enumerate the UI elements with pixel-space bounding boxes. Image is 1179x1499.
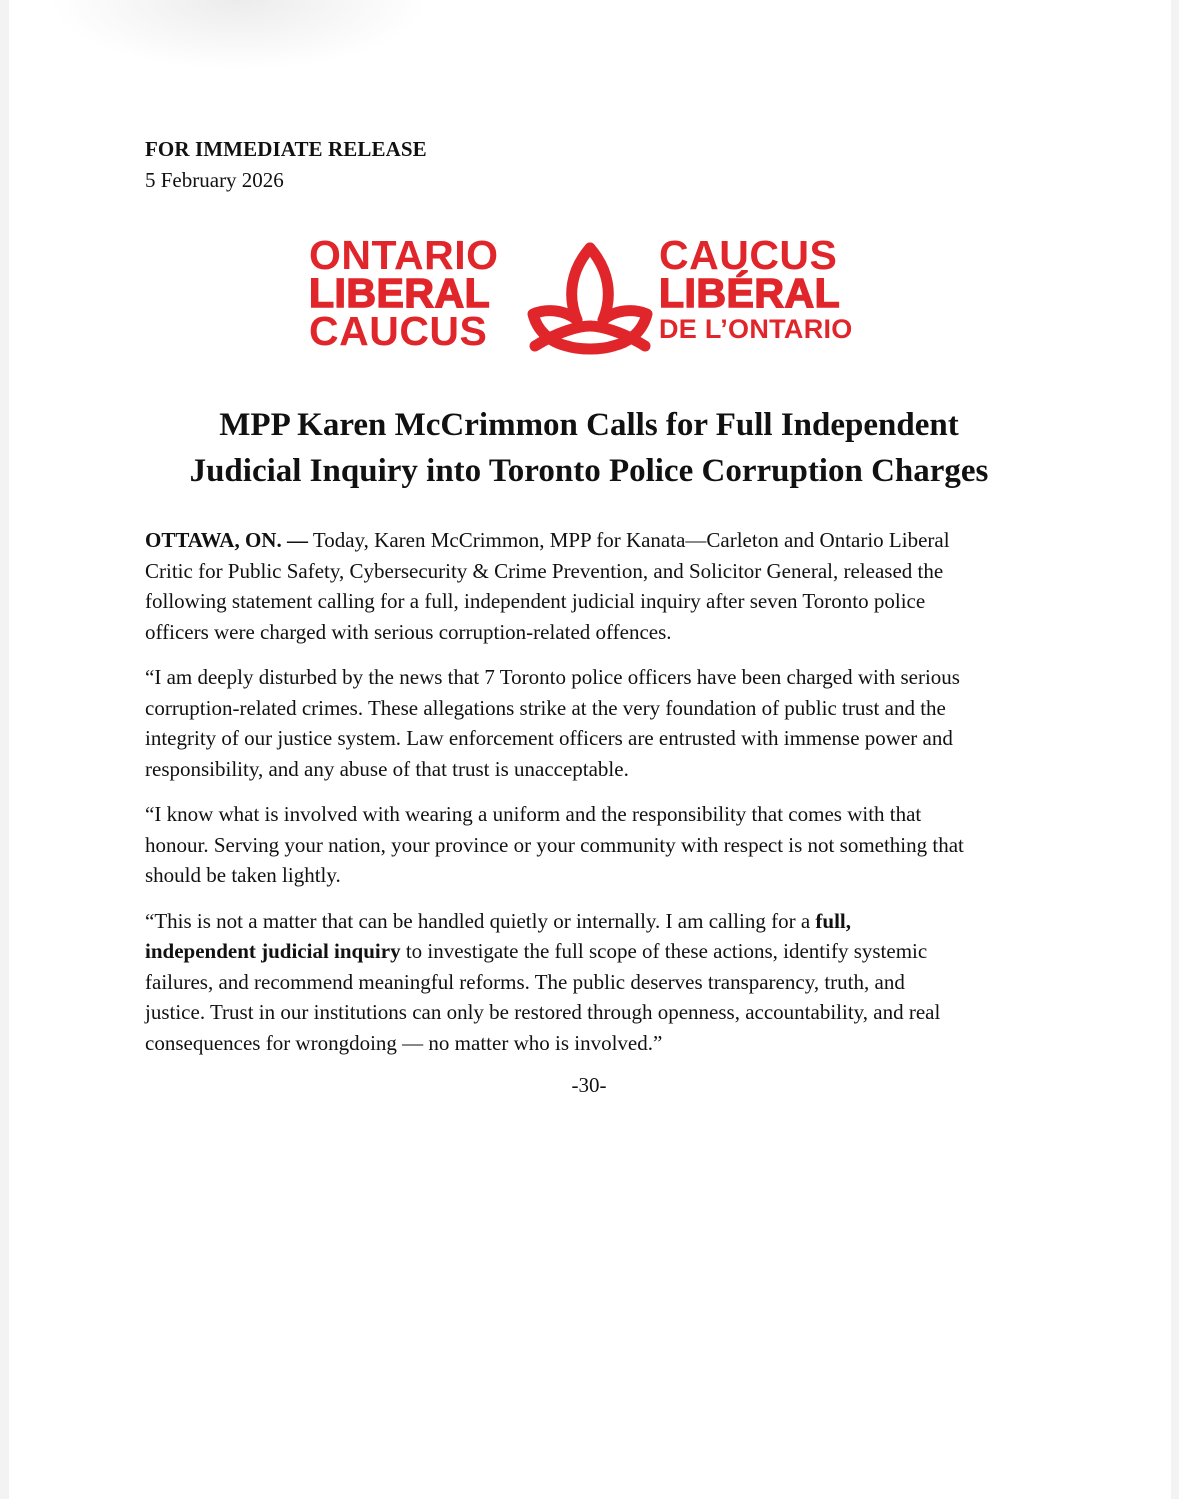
logo-en-line-2: LIBERAL xyxy=(309,270,491,316)
logo-fr-line-2: LIBÉRAL xyxy=(659,270,841,316)
paragraph-line xyxy=(145,906,1045,937)
headline-line-2: Judicial Inquiry into Toronto Police Corruption Charges xyxy=(189,453,989,489)
paragraph-text: “This is not a matter that can be handled quietly or internally. I am calling for a xyxy=(145,908,816,933)
scan-smudge xyxy=(49,0,429,70)
paragraph-line: consequences for wrongdoing — no matter who is involved.” xyxy=(145,1030,663,1055)
paragraph-line: following statement calling for a full, independent judicial inquiry after seven Toronto police xyxy=(145,589,926,613)
emphasis-text: independent judicial inquiry xyxy=(145,939,401,963)
paragraph-quote-3 xyxy=(145,906,1045,1059)
logo-english-wordmark xyxy=(309,232,523,354)
paragraph-line: integrity of our justice system. Law enforcement officers are entrusted with immense power and xyxy=(145,726,953,750)
paragraph-line: corruption-related crimes. These allegations strike at the very foundation of public trust and the xyxy=(145,695,946,720)
paragraph-dateline xyxy=(145,525,1045,647)
headline xyxy=(89,402,1089,494)
paragraph-line: failures, and recommend meaningful reforms. The public deserves transparency, truth, and xyxy=(145,969,905,994)
paragraph-line: honour. Serving your nation, your province or your community with respect is not something that xyxy=(145,832,964,857)
dateline: OTTAWA, ON. — xyxy=(145,528,308,552)
caucus-logo xyxy=(309,232,879,362)
release-label: FOR IMMEDIATE RELEASE xyxy=(145,137,427,161)
logo-french-wordmark xyxy=(659,232,879,346)
headline-line-1: MPP Karen McCrimmon Calls for Full Independent xyxy=(219,407,959,443)
end-mark: -30- xyxy=(571,1073,607,1097)
logo-en-line-3: CAUCUS xyxy=(309,308,488,354)
paragraph-line: should be taken lightly. xyxy=(145,863,341,887)
paragraph-line: responsibility, and any abuse of that trust is unacceptable. xyxy=(145,756,629,781)
paragraph-line xyxy=(145,936,1045,967)
paragraph-quote-1 xyxy=(145,662,1045,784)
emphasis-text: full, xyxy=(815,908,852,933)
logo-en-line-1: ONTARIO xyxy=(309,232,499,278)
paragraph-text: to investigate the full scope of these actions, identify systemic xyxy=(400,939,928,963)
paragraph-line: Critic for Public Safety, Cybersecurity & Crime Prevention, and Solicitor General, released the xyxy=(145,558,944,583)
logo-fr-line-1: CAUCUS xyxy=(659,232,838,278)
paragraph-line xyxy=(145,525,1045,556)
logo-fr-line-3: DE L’ONTARIO xyxy=(659,314,853,344)
paragraph-line: justice. Trust in our institutions can only be restored through openness, accountability, and real xyxy=(145,1000,941,1024)
paragraph-line: officers were charged with serious corruption-related offences. xyxy=(145,619,672,644)
release-date: 5 February 2026 xyxy=(145,168,284,192)
paragraph-line: “I am deeply disturbed by the news that 7 Toronto police officers have been charged with serious xyxy=(145,665,960,689)
paragraph-text: Today, Karen McCrimmon, MPP for Kanata—Carleton and Ontario Liberal xyxy=(307,528,950,552)
paragraph-quote-2 xyxy=(145,799,1045,891)
paragraph-line: “I know what is involved with wearing a uniform and the responsibility that comes with that xyxy=(145,802,922,826)
trillium-icon xyxy=(527,240,653,358)
press-release-page xyxy=(9,0,1171,1499)
release-body xyxy=(145,525,1045,1073)
